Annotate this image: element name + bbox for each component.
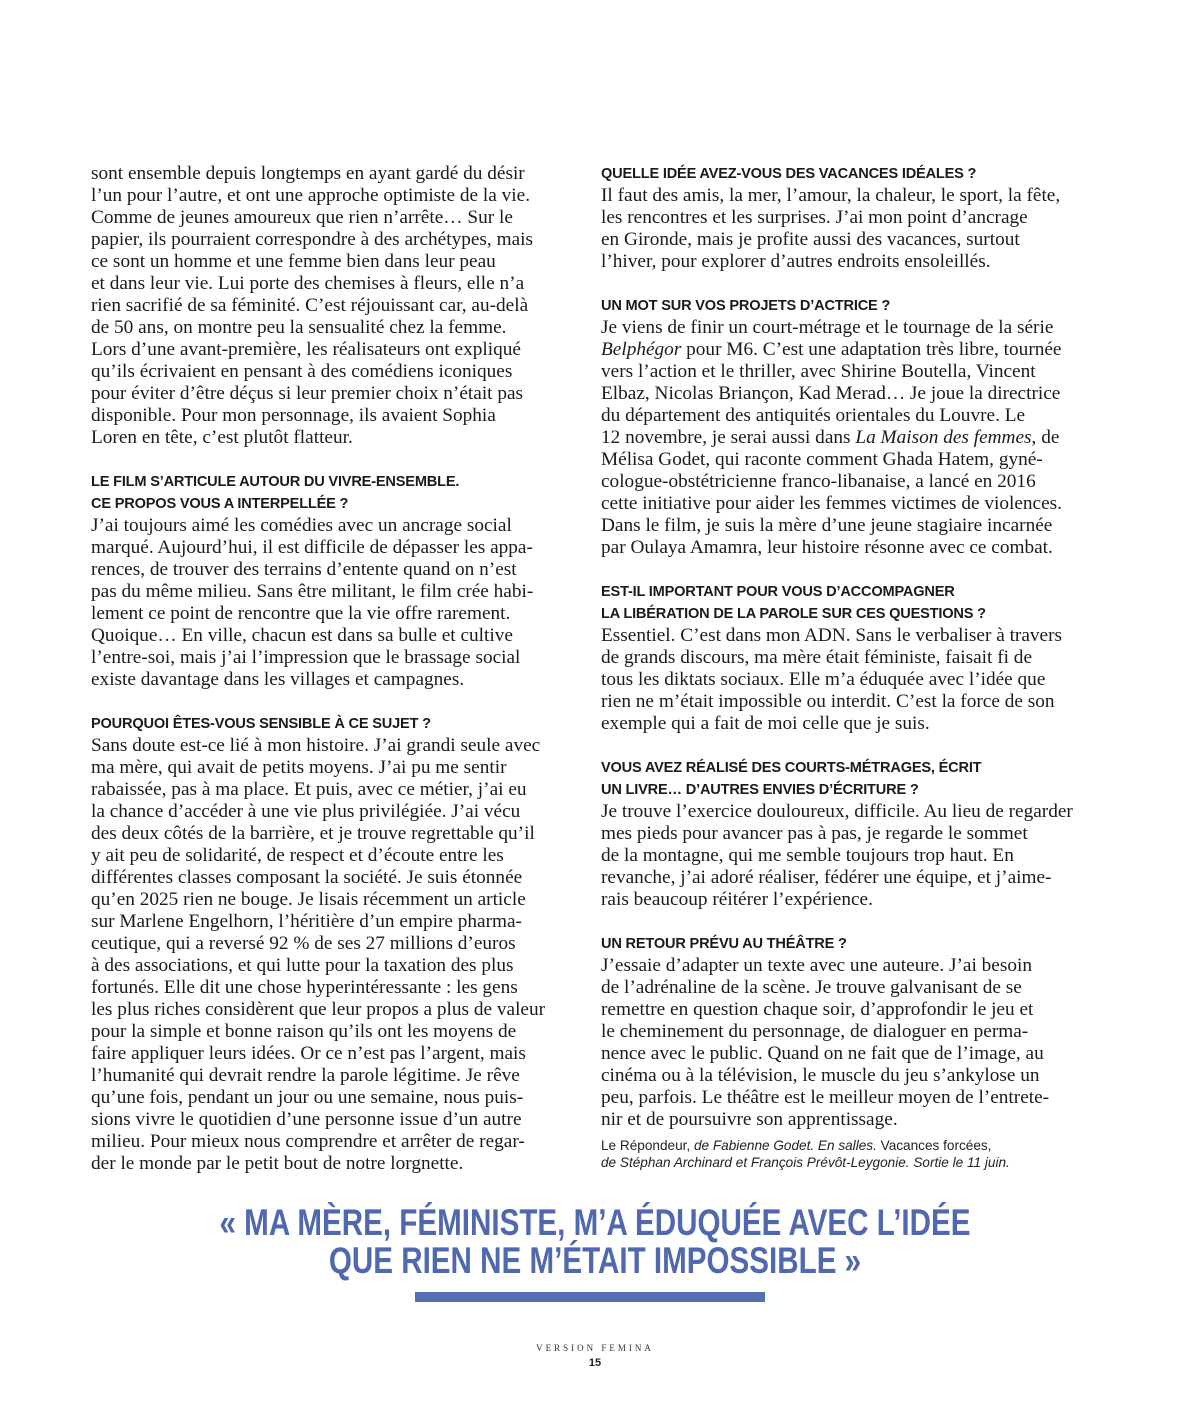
italic-title: de Fabienne Godet. En salles. <box>690 1138 877 1153</box>
text-line: l’hiver, pour explorer d’autres endroits ensoleillés. <box>601 251 991 272</box>
text-line: lement ce point de rencontre que la vie offre rarement. <box>91 603 511 624</box>
text-line: en Gironde, mais je profite aussi des vacances, surtout <box>601 229 1020 250</box>
text-line: Comme de jeunes amoureux que rien n’arrête… Sur le <box>91 207 513 228</box>
pull-quote-line: « MA MÈRE, FÉMINISTE, M’A ÉDUQUÉE AVEC L’IDÉE <box>219 1202 971 1243</box>
interview-question <box>601 295 1101 317</box>
text-line <box>601 339 1101 361</box>
text-line: der le monde par le petit bout de notre lorgnette. <box>91 1153 464 1174</box>
answer-paragraph <box>601 955 1101 1131</box>
text-segment: 12 novembre, je serai aussi dans <box>601 427 856 448</box>
text-line: ma mère, qui avait de petits moyens. J’ai pu me sentir <box>91 757 507 778</box>
text-line: de l’adrénaline de la scène. Je trouve galvanisant de se <box>601 977 1022 998</box>
text-line: cette initiative pour aider les femmes victimes de violences. <box>601 493 1062 514</box>
text-line: par Oulaya Amamra, leur histoire résonne avec ce combat. <box>601 537 1053 558</box>
text-line: rais beaucoup réitérer l’expérience. <box>601 889 873 910</box>
text-line: Je viens de finir un court-métrage et le tournage de la série <box>601 317 1054 338</box>
answer-paragraph <box>601 801 1101 911</box>
quote-accent-bar <box>415 1292 765 1302</box>
interview-question <box>601 933 1101 955</box>
text-line: cinéma ou à la télévision, le muscle du jeu s’ankylose un <box>601 1065 1040 1086</box>
text-line: UN RETOUR PRÉVU AU THÉÂTRE ? <box>601 936 847 952</box>
interview-question <box>601 757 1101 801</box>
text-line: cologue-obstétricienne franco-libanaise, a lancé en 2016 <box>601 471 1036 492</box>
interview-question <box>601 581 1101 625</box>
text-line: QUELLE IDÉE AVEZ-VOUS DES VACANCES IDÉALES ? <box>601 166 977 182</box>
text-line: EST-IL IMPORTANT POUR VOUS D’ACCOMPAGNER <box>601 584 955 600</box>
left-column <box>91 163 591 1175</box>
text-line: papier, ils pourraient correspondre à des archétypes, mais <box>91 229 533 250</box>
text-line: pas du même milieu. Sans être militant, le film crée habi- <box>91 581 534 602</box>
text-line: sur Marlene Engelhorn, l’héritière d’un empire pharma- <box>91 911 522 932</box>
text-line: LA LIBÉRATION DE LA PAROLE SUR CES QUESTIONS ? <box>601 606 986 622</box>
text-line: Lors d’une avant-première, les réalisateurs ont expliqué <box>91 339 521 360</box>
spacer <box>601 559 1101 581</box>
text-line: l’humanité qui devrait rendre la parole légitime. Je rêve <box>91 1065 520 1086</box>
answer-paragraph <box>91 515 591 691</box>
text-line: Il faut des amis, la mer, l’amour, la chaleur, le sport, la fête, <box>601 185 1061 206</box>
text-line: VOUS AVEZ RÉALISÉ DES COURTS-MÉTRAGES, ÉCRIT <box>601 760 982 776</box>
text-line: remettre en question chaque soir, d’approfondir le jeu et <box>601 999 1034 1020</box>
text-line: rien sacrifié de sa féminité. C’est réjouissant car, au-delà <box>91 295 529 316</box>
answer-paragraph <box>601 185 1101 273</box>
spacer <box>91 449 591 471</box>
text-line: Quoique… En ville, chacun est dans sa bulle et cultive <box>91 625 513 646</box>
text-line: marqué. Aujourd’hui, il est difficile de dépasser les appa- <box>91 537 533 558</box>
text-line: faire appliquer leurs idées. Or ce n’est pas l’argent, mais <box>91 1043 526 1064</box>
pull-quote-line: QUE RIEN NE M’ÉTAIT IMPOSSIBLE » <box>328 1240 862 1281</box>
text-line: le cheminement du personnage, de dialoguer en perma- <box>601 1021 1029 1042</box>
answer-paragraph <box>601 625 1101 735</box>
text-line <box>601 1137 1101 1154</box>
text-line: tous les diktats sociaux. Elle m’a éduquée avec l’idée que <box>601 669 1046 690</box>
interview-question <box>91 471 591 515</box>
text-line: J’ai toujours aimé les comédies avec un ancrage social <box>91 515 512 536</box>
text-segment: pour M6. C’est une adaptation très libre, tournée <box>681 339 1062 360</box>
text-line: l’entre-soi, mais j’ai l’impression que le brassage social <box>91 647 521 668</box>
text-line: UN MOT SUR VOS PROJETS D’ACTRICE ? <box>601 298 891 314</box>
text-line: peu, parfois. Le théâtre est le meilleur moyen de l’entrete- <box>601 1087 1050 1108</box>
text-line: POURQUOI ÊTES-VOUS SENSIBLE À CE SUJET ? <box>91 716 431 732</box>
text-line: sions vivre le quotidien d’une personne issue d’un autre <box>91 1109 522 1130</box>
text-line: revanche, j’ai adoré réaliser, fédérer une équipe, et j’aime- <box>601 867 1052 888</box>
text-segment: , de <box>1031 427 1060 448</box>
text-line: J’essaie d’adapter un texte avec une auteure. J’ai besoin <box>601 955 1032 976</box>
text-line: CE PROPOS VOUS A INTERPELLÉE ? <box>91 496 349 512</box>
text-line: Dans le film, je suis la mère d’une jeune stagiaire incarnée <box>601 515 1053 536</box>
text-line: rabaissée, pas à ma place. Et puis, avec ce métier, j’ai eu <box>91 779 527 800</box>
text-line: des deux côtés de la barrière, et je trouve regrettable qu’il <box>91 823 535 844</box>
text-line: disponible. Pour mon personnage, ils avaient Sophia <box>91 405 496 426</box>
text-line: la chance d’accéder à une vie plus privilégiée. J’ai vécu <box>91 801 521 822</box>
text-line: de grands discours, ma mère était féministe, faisait fi de <box>601 647 1033 668</box>
text-segment: Le Répondeur, <box>601 1138 691 1153</box>
text-line: rien ne m’était impossible ou interdit. C’est la force de son <box>601 691 1055 712</box>
text-line <box>601 427 1101 449</box>
text-line: qu’ils écrivaient en pensant à des comédiens iconiques <box>91 361 513 382</box>
text-line: sont ensemble depuis longtemps en ayant gardé du désir <box>91 163 525 184</box>
spacer <box>91 691 591 713</box>
text-line: qu’en 2025 rien ne bouge. Je lisais récemment un article <box>91 889 526 910</box>
interview-question <box>91 713 591 735</box>
text-line: du département des antiquités orientales du Louvre. Le <box>601 405 1026 426</box>
text-segment: Vacances forcées, <box>876 1138 992 1153</box>
text-line: Elbaz, Nicolas Briançon, Kad Merad… Je joue la directrice <box>601 383 1061 404</box>
text-line: Sans doute est-ce lié à mon histoire. J’ai grandi seule avec <box>91 735 541 756</box>
film-credits <box>601 1137 1101 1171</box>
text-line: et dans leur vie. Lui porte des chemises à fleurs, elle n’a <box>91 273 525 294</box>
text-line: différentes classes composant la société. Je suis étonnée <box>91 867 523 888</box>
text-line: pour éviter d’être déçus si leur premier choix n’était pas <box>91 383 524 404</box>
text-line: milieu. Pour mieux nous comprendre et arrêter de regar- <box>91 1131 525 1152</box>
right-column <box>601 163 1101 1171</box>
italic-title: Belphégor <box>601 339 682 360</box>
text-line: fortunés. Elle dit une chose hyperintéressante : les gens <box>91 977 518 998</box>
text-line: UN LIVRE… D’AUTRES ENVIES D’ÉCRITURE ? <box>601 782 919 798</box>
text-line: nir et de poursuivre son apprentissage. <box>601 1109 898 1130</box>
text-line <box>601 1154 1101 1171</box>
text-line: de 50 ans, on montre peu la sensualité chez la femme. <box>91 317 507 338</box>
text-line: les plus riches considèrent que leur propos a plus de valeur <box>91 999 546 1020</box>
text-line: exemple qui a fait de moi celle que je suis. <box>601 713 930 734</box>
text-line: rences, de trouver des terrains d’entente quand on n’est <box>91 559 517 580</box>
text-line: pour la simple et bonne raison qu’ils ont les moyens de <box>91 1021 517 1042</box>
answer-paragraph <box>601 317 1101 559</box>
text-line: de la montagne, qui me semble toujours trop haut. En <box>601 845 1014 866</box>
page-number: 15 <box>588 1357 602 1369</box>
text-line: mes pieds pour avancer pas à pas, je regarde le sommet <box>601 823 1028 844</box>
text-line: Essentiel. C’est dans mon ADN. Sans le verbaliser à travers <box>601 625 1063 646</box>
answer-paragraph <box>91 735 591 1175</box>
spacer <box>601 735 1101 757</box>
italic-title: La Maison des femmes <box>855 427 1032 448</box>
text-line: l’un pour l’autre, et ont une approche optimiste de la vie. <box>91 185 531 206</box>
text-line: existe davantage dans les villages et campagnes. <box>91 669 465 690</box>
pull-quote <box>0 1204 1190 1280</box>
text-line: les rencontres et les surprises. J’ai mon point d’ancrage <box>601 207 1028 228</box>
spacer <box>601 273 1101 295</box>
text-line: ce sont un homme et une femme bien dans leur peau <box>91 251 496 272</box>
text-line: Loren en tête, c’est plutôt flatteur. <box>91 427 353 448</box>
italic-title: de Stéphan Archinard et François Prévôt-Leygonie. Sortie le 11 juin. <box>601 1155 1010 1170</box>
text-line: Je trouve l’exercice douloureux, difficile. Au lieu de regarder <box>601 801 1073 822</box>
magazine-name: VERSION FEMINA <box>536 1343 654 1353</box>
answer-paragraph <box>91 163 591 449</box>
text-line: ceutique, qui a reversé 92 % de ses 27 millions d’euros <box>91 933 516 954</box>
text-line: vers l’action et le thriller, avec Shirine Boutella, Vincent <box>601 361 1036 382</box>
text-line: à des associations, et qui lutte pour la taxation des plus <box>91 955 514 976</box>
text-line: Mélisa Godet, qui raconte comment Ghada Hatem, gyné- <box>601 449 1043 470</box>
text-line: qu’une fois, pendant un jour ou une semaine, nous puis- <box>91 1087 524 1108</box>
text-line: LE FILM S’ARTICULE AUTOUR DU VIVRE-ENSEMBLE. <box>91 474 460 490</box>
interview-question <box>601 163 1101 185</box>
spacer <box>601 911 1101 933</box>
text-line: y ait peu de solidarité, de respect et d’écoute entre les <box>91 845 504 866</box>
text-line: nence avec le public. Quand on ne fait que de l’image, au <box>601 1043 1044 1064</box>
